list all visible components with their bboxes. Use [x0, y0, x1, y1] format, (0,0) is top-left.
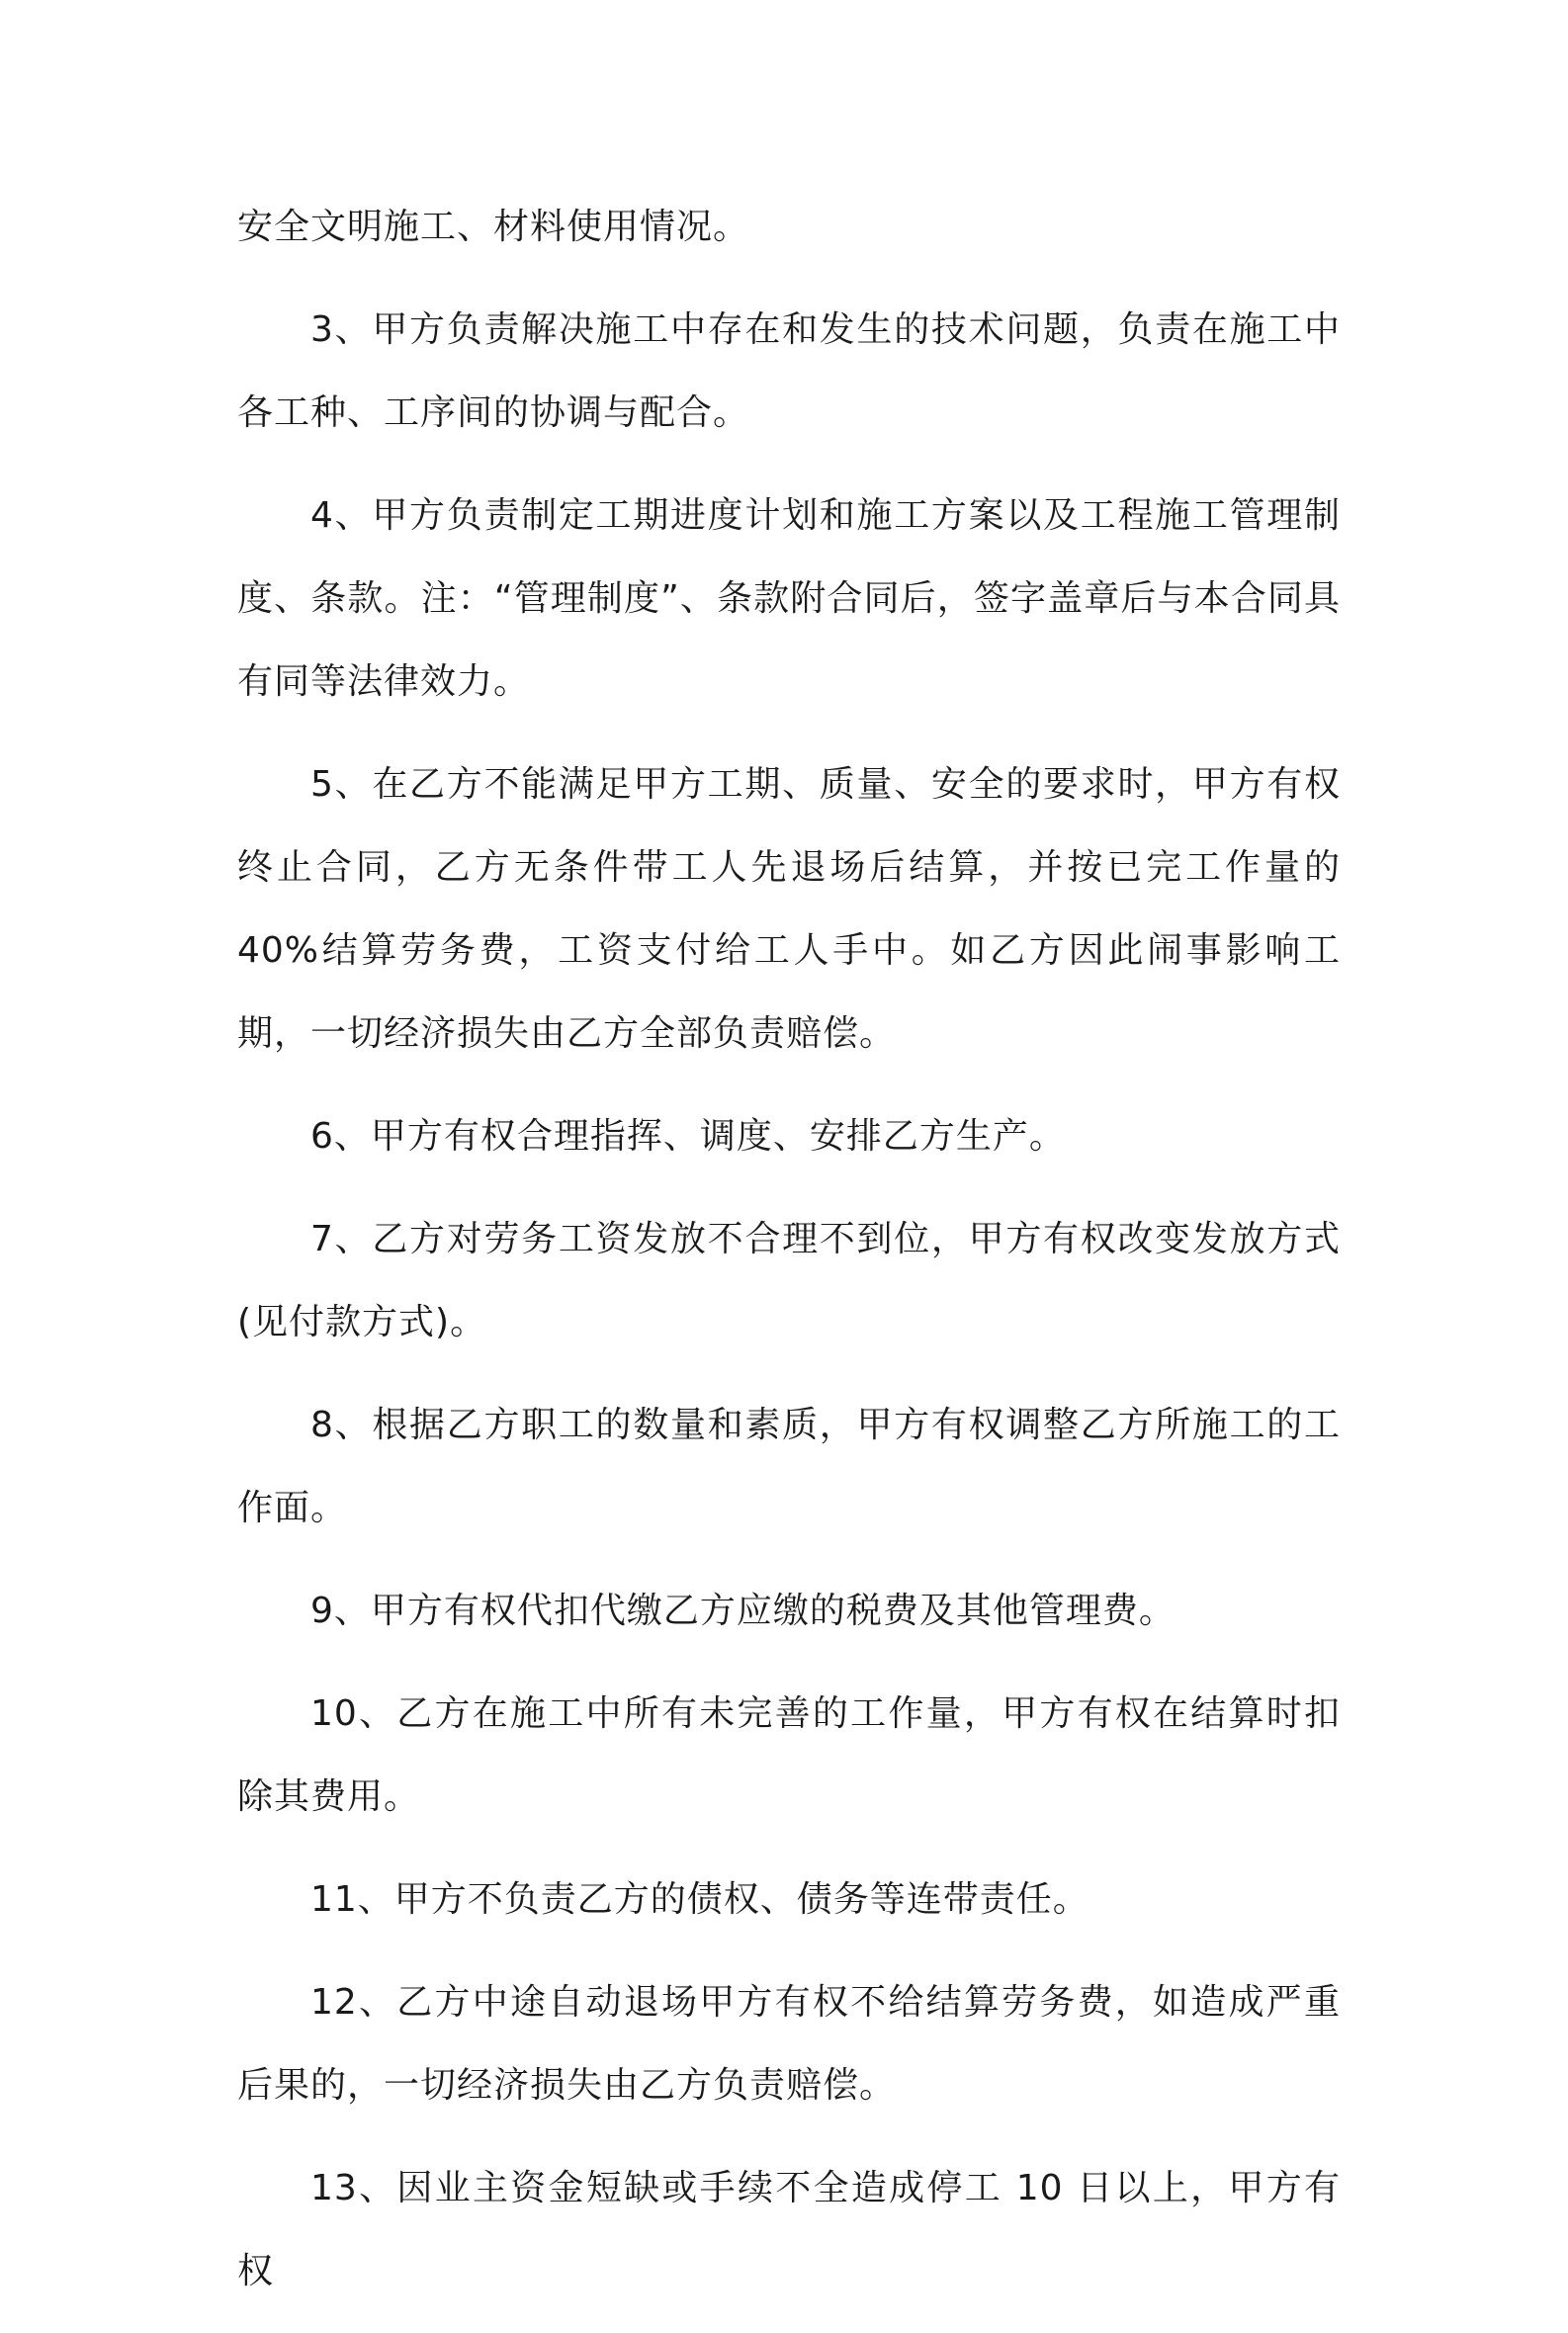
- paragraph-clause-13: 13、因业主资金短缺或手续不全造成停工 10 日以上，甲方有权: [237, 2168, 1341, 2291]
- paragraph-clause-11: 11、甲方不负责乙方的债权、债务等连带责任。: [310, 1879, 1089, 1920]
- paragraph-clause-4: 4、甲方负责制定工期进度计划和施工方案以及工程施工管理制度、条款。注：“管理制度”、条款附合同后，签字盖章后与本合同具有同等法律效力。: [237, 495, 1341, 702]
- paragraph-clause-7: 7、乙方对劳务工资发放不合理不到位，甲方有权改变发放方式(见付款方式)。: [237, 1219, 1341, 1342]
- paragraph-clause-5: 5、在乙方不能满足甲方工期、质量、安全的要求时，甲方有权终止合同，乙方无条件带工人先退场后结算，并按已完工作量的 40%结算劳务费，工资支付给工人手中。如乙方因此闹事影响工期，一切经济损失由乙方全部负责赔偿。: [237, 764, 1341, 1054]
- paragraph-clause-9: 9、甲方有权代扣代缴乙方应缴的税费及其他管理费。: [310, 1591, 1176, 1631]
- paragraph-clause-6: 6、甲方有权合理指挥、调度、安排乙方生产。: [310, 1116, 1066, 1157]
- paragraph-clause-10: 10、乙方在施工中所有未完善的工作量，甲方有权在结算时扣除其费用。: [237, 1693, 1341, 1817]
- paragraph-continuation: 安全文明施工、材料使用情况。: [237, 207, 750, 247]
- paragraph-clause-12: 12、乙方中途自动退场甲方有权不给结算劳务费，如造成严重后果的，一切经济损失由乙方负责赔偿。: [237, 1982, 1341, 2106]
- paragraph-clause-8: 8、根据乙方职工的数量和素质，甲方有权调整乙方所施工的工作面。: [237, 1405, 1341, 1528]
- document-page: [237, 186, 1341, 2333]
- paragraph-clause-3: 3、甲方负责解决施工中存在和发生的技术问题，负责在施工中各工种、工序间的协调与配合。: [237, 309, 1341, 433]
